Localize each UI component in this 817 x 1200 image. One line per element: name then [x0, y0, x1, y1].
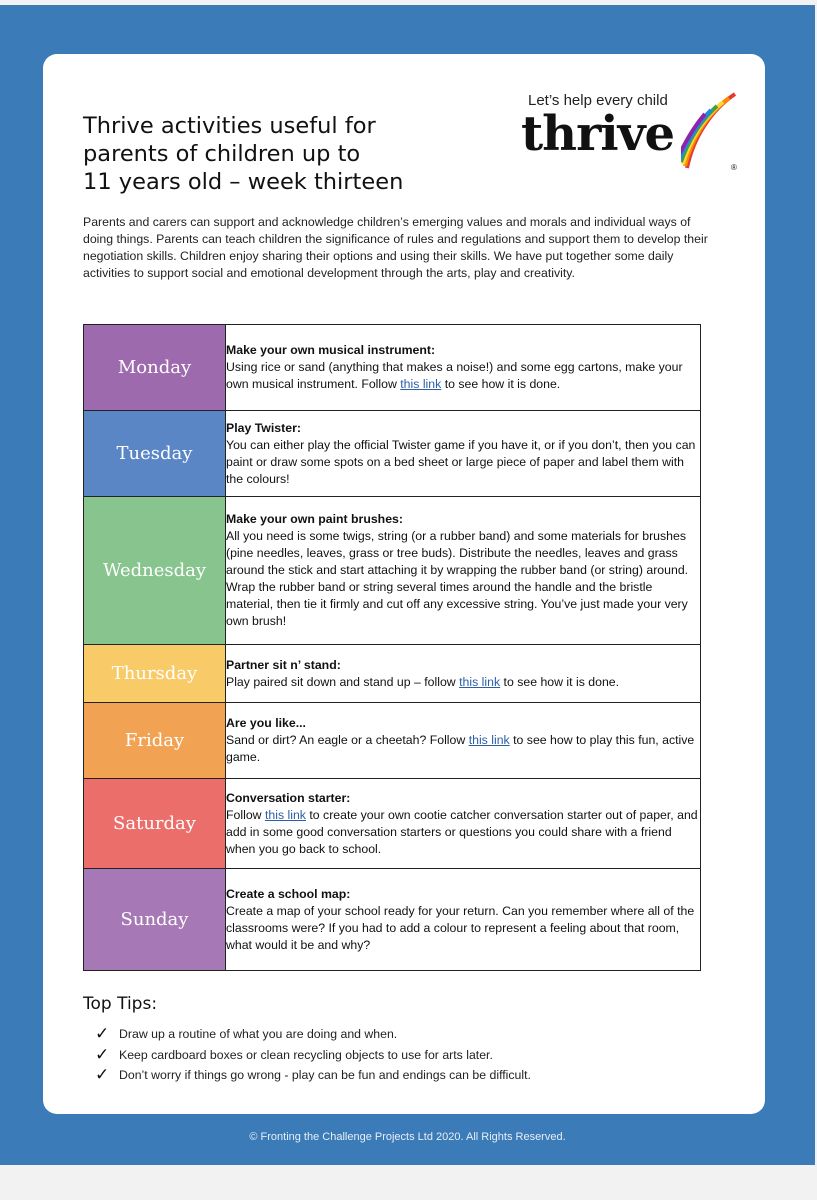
activity-title: Conversation starter:: [226, 790, 351, 805]
title-line: Thrive activities useful for: [83, 113, 376, 139]
checkmark-icon: ✓: [95, 1065, 110, 1085]
table-row: [84, 325, 701, 411]
tip-text: Draw up a routine of what you are doing and when.: [119, 1027, 398, 1042]
table-row: [84, 497, 701, 645]
tip-text: Keep cardboard boxes or clean recycling objects to use for arts later.: [119, 1047, 493, 1062]
activity-title: Partner sit n’ stand:: [226, 657, 341, 672]
day-cell-sunday: Sunday: [84, 869, 226, 971]
logo-wordmark-text: thrive: [521, 106, 675, 162]
list-item: [95, 1065, 735, 1086]
thrive-logo: [521, 84, 739, 214]
activity-cell: [226, 411, 701, 497]
activity-cell: [226, 497, 701, 645]
activity-title: Make your own paint brushes:: [226, 512, 403, 526]
activity-title: Are you like...: [226, 716, 306, 730]
page-frame: [0, 5, 815, 1165]
activity-text: All you need is some twigs, string (or a rubber band) and some materials for brushes (pine needles, leaves, grass or tree buds). Distribute the needles, leaves and grass around the stick and start attaching it by wrapping the rubber band (or string) around. Wrap the rubber band or string several times around the handle and the bristle material, then tie it firmly and cut off any excessive string. You’ve just made your very own brush!: [226, 529, 689, 628]
activity-text: to see how it is done.: [500, 674, 620, 689]
activity-cell: [226, 325, 701, 411]
activity-text: Play paired sit down and stand up – follow: [226, 674, 460, 689]
activity-cell: [226, 869, 701, 971]
activity-title: Play Twister:: [226, 420, 301, 435]
activity-cell: [226, 645, 701, 703]
rainbow-feather-icon: [681, 90, 737, 172]
activity-text: Sand or dirt? An eagle or a cheetah? Follow: [226, 733, 469, 747]
table-row: [84, 411, 701, 497]
day-cell-tuesday: Tuesday: [84, 411, 226, 497]
checkmark-icon: ✓: [95, 1024, 110, 1044]
this-link[interactable]: this link: [400, 377, 442, 391]
activity-cell: [226, 779, 701, 869]
list-item: [95, 1024, 735, 1045]
logo-tagline: Let’s help every child: [528, 92, 668, 109]
checkmark-icon: ✓: [95, 1044, 110, 1064]
day-cell-thursday: Thursday: [84, 645, 226, 703]
copyright-footer: © Fronting the Challenge Projects Ltd 2020. All Rights Reserved.: [249, 1131, 566, 1143]
activity-text: Follow: [226, 807, 265, 822]
weekly-activities-table: [83, 324, 701, 971]
intro-paragraph: Parents and carers can support and acknowledge children’s emerging values and morals and individual ways of doing things. Parents can teach children the significance of rules and regulations and support them to develop their negotiation skills. Children enjoy sharing their options and using their skills. We have put together some daily activities to support social and emotional development through the arts, play and creativity.: [83, 215, 708, 280]
activity-text: Create a map of your school ready for your return. Can you remember where all of the classrooms were? If you had to add a colour to represent a feeling about that room, what would it be and why?: [226, 903, 695, 952]
registered-mark: ®: [731, 163, 737, 172]
table-row: [84, 645, 701, 703]
activity-text: Using rice or sand (anything that makes a noise!) and some egg cartons, make your own musical instrument. Follow: [226, 360, 683, 391]
activity-title: Make your own musical instrument:: [226, 343, 436, 357]
this-link[interactable]: this link: [468, 733, 510, 747]
document-card: [43, 54, 765, 1114]
table-row: [84, 779, 701, 869]
this-link[interactable]: this link: [459, 674, 501, 689]
activity-text: to see how to play this fun, active game.: [226, 733, 695, 764]
table-row: [84, 703, 701, 779]
day-cell-wednesday: Wednesday: [84, 497, 226, 645]
day-cell-friday: Friday: [84, 703, 226, 779]
activity-text: to create your own cootie catcher conversation starter out of paper, and add in some good conversation starters or questions you could share with a friend when you go back to school.: [226, 807, 698, 856]
activity-text: to see how it is done.: [441, 377, 561, 391]
top-tips-heading: Top Tips:: [83, 994, 158, 1014]
title-line: 11 years old – week thirteen: [83, 169, 404, 195]
activity-title: Create a school map:: [226, 886, 351, 901]
this-link[interactable]: this link: [264, 807, 306, 822]
logo-wordmark: [521, 106, 674, 162]
day-cell-monday: Monday: [84, 325, 226, 411]
day-cell-saturday: Saturday: [84, 779, 226, 869]
page-title: [83, 112, 463, 196]
activity-text: You can either play the official Twister game if you have it, or if you don’t, then you can paint or draw some spots on a bed sheet or large piece of paper and label them with the colours!: [226, 437, 696, 486]
table-row: [84, 869, 701, 971]
top-tips-list: [95, 1024, 735, 1086]
list-item: [95, 1045, 735, 1066]
tip-text: Don’t worry if things go wrong - play can be fun and endings can be difficult.: [119, 1068, 531, 1083]
activity-cell: [226, 703, 701, 779]
title-line: parents of children up to: [83, 141, 361, 167]
